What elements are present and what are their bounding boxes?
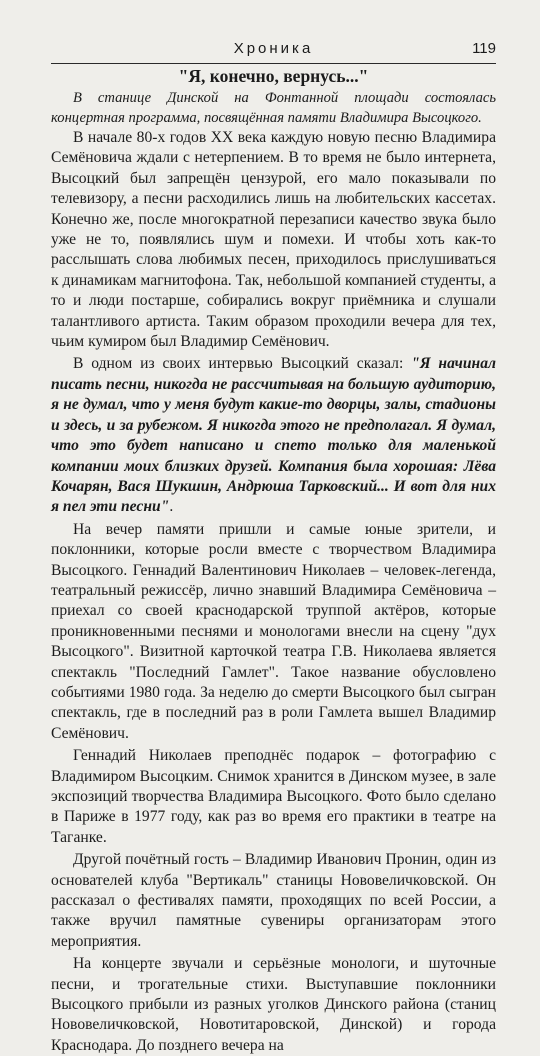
section-title: Хроника [233,40,314,57]
paragraph-3: На вечер памяти пришли и самые юные зрители, и поклонники, которые росли вместе с творчеством Владимира Высоцкого. Геннадий Валентинович Николаев – человек-легенда, театральный режиссёр, лично знавший Владимира Семёновича – приехал со своей краснодарской труппой актёров, которые проникновенными песнями и монологами внесли на сцену "дух Высоцкого". Визитной карточкой театра Г.В. Николаева является спектакль "Последний Гамлет". Такое название обусловлено событиями 1980 года. За неделю до смерти Высоцкого был сыгран спектакль, где в последний раз в роли Гамлета вышел Владимир Семёнович. [51,520,496,742]
page-number: 119 [472,40,496,57]
paragraph-2 [51,354,496,517]
paragraph-2-intro: В одном из своих интервью Высоцкий сказал: [73,355,412,373]
article-lead: В станице Динской на Фонтанной площади состоялась концертная программа, посвящённая памяти Владимира Высоцкого. [51,90,496,126]
paragraph-4: Геннадий Николаев преподнёс подарок – фотографию с Владимиром Высоцким. Снимок хранится в Динском музее, в зале экспозиций творчества Владимира Высоцкого. Фото было сделано в Париже в 1977 году, как раз во время его практики в театре на Таганке. [51,747,496,846]
article-title: "Я, конечно, вернусь..." [178,66,369,86]
paragraph-2-end: . [169,498,174,516]
article-body [51,88,496,1056]
paragraph-6: На концерте звучали и серьёзные монологи, и шуточные песни, и трогательные стихи. Выступавшие поклонники Высоцкого прибыли из разных уголков Динского района (станиц Нововеличковской, Новотитаровской, Динской) и города Краснодара. До позднего вечера на [51,955,496,1054]
quote: "Я начинал писать песни, никогда не рассчитывая на большую аудиторию, я не думал, что у меня будут какие-то дворцы, залы, стадионы и здесь, и за рубежом. Я никогда этого не предполагал. Я думал, что это будет написано и спето только для маленькой компании моих близких друзей. Компания была хорошая: Лёва Кочарян, Вася Шукшин, Андрюша Тарковский... И вот для них я пел эти песни" [51,355,496,516]
running-header [51,39,496,64]
paragraph-5: Другой почётный гость – Владимир Иванович Пронин, один из основателей клуба "Вертикаль" станицы Нововеличковской. Он рассказал о фестивалях памяти, проходящих по всей России, а также вручил памятные сувениры организаторам этого мероприятия. [51,851,496,950]
paragraph-1: В начале 80-х годов XX века каждую новую песню Владимира Семёновича ждали с нетерпением. В то время не было интернета, Высоцкий был запрещён цензурой, его мало показывали по телевизору, а песни расходились лишь на любительских кассетах. Конечно же, после многократной перезаписи качество звука было уже не то, появлялись шум и помехи. И чтобы хоть как-то расслышать слова любимых песен, приходилось прислушиваться к динамикам магнитофона. Так, небольшой компанией студенты, а то и люди постарше, собирались вокруг приёмника и слушали талантливого артиста. Таким образом проходили вечера для тех, чьим кумиром был Владимир Семёнович. [51,129,496,351]
